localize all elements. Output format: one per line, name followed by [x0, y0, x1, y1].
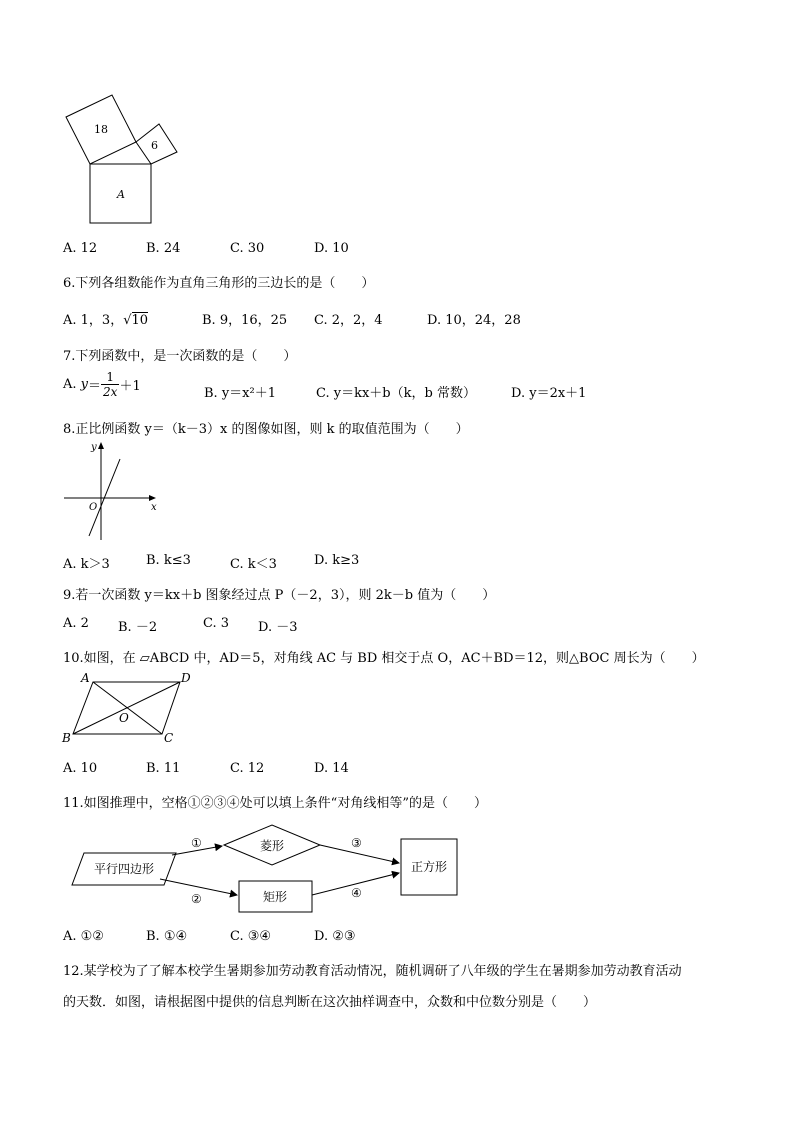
point-d-label: D: [181, 671, 191, 685]
marker-2: ②: [191, 892, 202, 906]
q5-option-c: C. 30: [230, 241, 265, 256]
q7-option-a-tail: ＋1: [119, 379, 141, 394]
axis-x-label: x: [151, 502, 157, 513]
q10-option-d: D. 14: [314, 761, 349, 776]
q10-stem: 10.如图，在 ▱ABCD 中，AD＝5，对角线 AC 与 BD 相交于点 O，AC＋BD＝12，则△BOC 周长为（ ）: [63, 651, 705, 666]
q11-flow-diagram: [60, 815, 480, 925]
q7-option-a-eq: ＝: [88, 379, 102, 394]
q7-option-a-prefix: A.: [63, 377, 81, 392]
y-axis-arrow-icon: [98, 442, 104, 449]
q5-option-d: D. 10: [314, 241, 349, 256]
q11-option-a: A. ①②: [63, 929, 104, 944]
q6-option-d: D. 10，24，28: [427, 313, 521, 328]
q7-option-d: D. y＝2x＋1: [511, 386, 587, 401]
q9-option-c: C. 3: [203, 616, 230, 631]
q12-stem-line1: 12.某学校为了了解本校学生暑期参加劳动教育活动情况，随机调研了八年级的学生在暑期参加劳动教育活动: [63, 964, 682, 979]
q11-option-c: C. ③④: [230, 929, 272, 944]
marker-4: ④: [351, 886, 362, 900]
label-6: 6: [151, 139, 158, 152]
q10-option-b: B. 11: [146, 761, 181, 776]
q11-stem: 11.如图推理中，空格①②③④处可以填上条件“对角线相等”的是（ ）: [63, 796, 487, 811]
point-a-label: A: [81, 671, 90, 685]
q8-option-c: C. k＜3: [230, 557, 277, 572]
sqrt-sign-icon: √: [123, 313, 132, 328]
q7-option-a: [63, 370, 141, 399]
q5-figure: [60, 90, 190, 230]
q9-option-d: D. －3: [258, 620, 298, 635]
q9-option-a: A. 2: [63, 616, 89, 631]
q9-stem: 9.若一次函数 y＝kx＋b 图象经过点 P（－2，3），则 2k－b 值为（ ）: [63, 588, 496, 603]
q10-parallelogram-figure: [60, 670, 210, 750]
axis-y-label: y: [91, 442, 97, 453]
q6-option-a-radicand: 10: [131, 313, 149, 328]
rhombus-box-label: 菱形: [259, 839, 285, 853]
q8-option-a: A. k＞3: [63, 557, 110, 572]
q10-option-c: C. 12: [230, 761, 265, 776]
q8-graph: [60, 436, 170, 546]
q12-stem-line2: 的天数．如图，请根据图中提供的信息判断在这次抽样调查中，众数和中位数分别是（ ）: [63, 995, 597, 1010]
label-a: A: [117, 188, 125, 201]
q6-option-c: C. 2，2，4: [314, 313, 383, 328]
q6-option-a-text: A. 1，3，: [63, 313, 124, 328]
q7-option-c: C. y＝kx＋b（k，b 常数）: [316, 386, 476, 401]
q8-option-d: D. k≥3: [314, 553, 360, 568]
parallelogram-box-label: 平行四边形: [93, 862, 155, 876]
x-axis-arrow-icon: [149, 495, 156, 501]
q7-stem: 7.下列函数中，是一次函数的是（ ）: [63, 349, 297, 364]
q11-option-d: D. ②③: [314, 929, 356, 944]
fraction-numerator: 1: [101, 370, 119, 385]
q6-option-a: [63, 309, 148, 328]
q11-option-b: B. ①④: [146, 929, 188, 944]
q7-option-a-y: y: [80, 377, 89, 392]
q9-option-b: B. －2: [118, 620, 158, 635]
square-box-label: 正方形: [410, 860, 448, 874]
q5-option-b: B. 24: [146, 241, 181, 256]
marker-1: ①: [191, 836, 202, 850]
point-c-label: C: [164, 731, 174, 745]
q7-option-b: B. y＝x²＋1: [204, 386, 276, 401]
q6-option-b: B. 9，16，25: [202, 313, 288, 328]
q5-option-a: A. 12: [63, 241, 98, 256]
point-b-label: B: [62, 731, 71, 745]
origin-label: O: [89, 502, 98, 513]
marker-3: ③: [351, 836, 362, 850]
q10-option-a: A. 10: [63, 761, 98, 776]
label-18: 18: [94, 123, 108, 136]
fraction-denominator: 2x: [103, 385, 118, 399]
q8-stem: 8.正比例函数 y＝（k－3）x 的图像如图，则 k 的取值范围为（ ）: [63, 422, 469, 437]
diagonal-bd: [73, 682, 180, 734]
rectangle-box-label: 矩形: [262, 890, 288, 904]
q7-option-a-fraction: [101, 370, 119, 399]
q8-option-b: B. k≤3: [146, 553, 191, 568]
point-o-label: O: [119, 711, 129, 725]
q6-stem: 6.下列各组数能作为直角三角形的三边长的是（ ）: [63, 276, 375, 291]
